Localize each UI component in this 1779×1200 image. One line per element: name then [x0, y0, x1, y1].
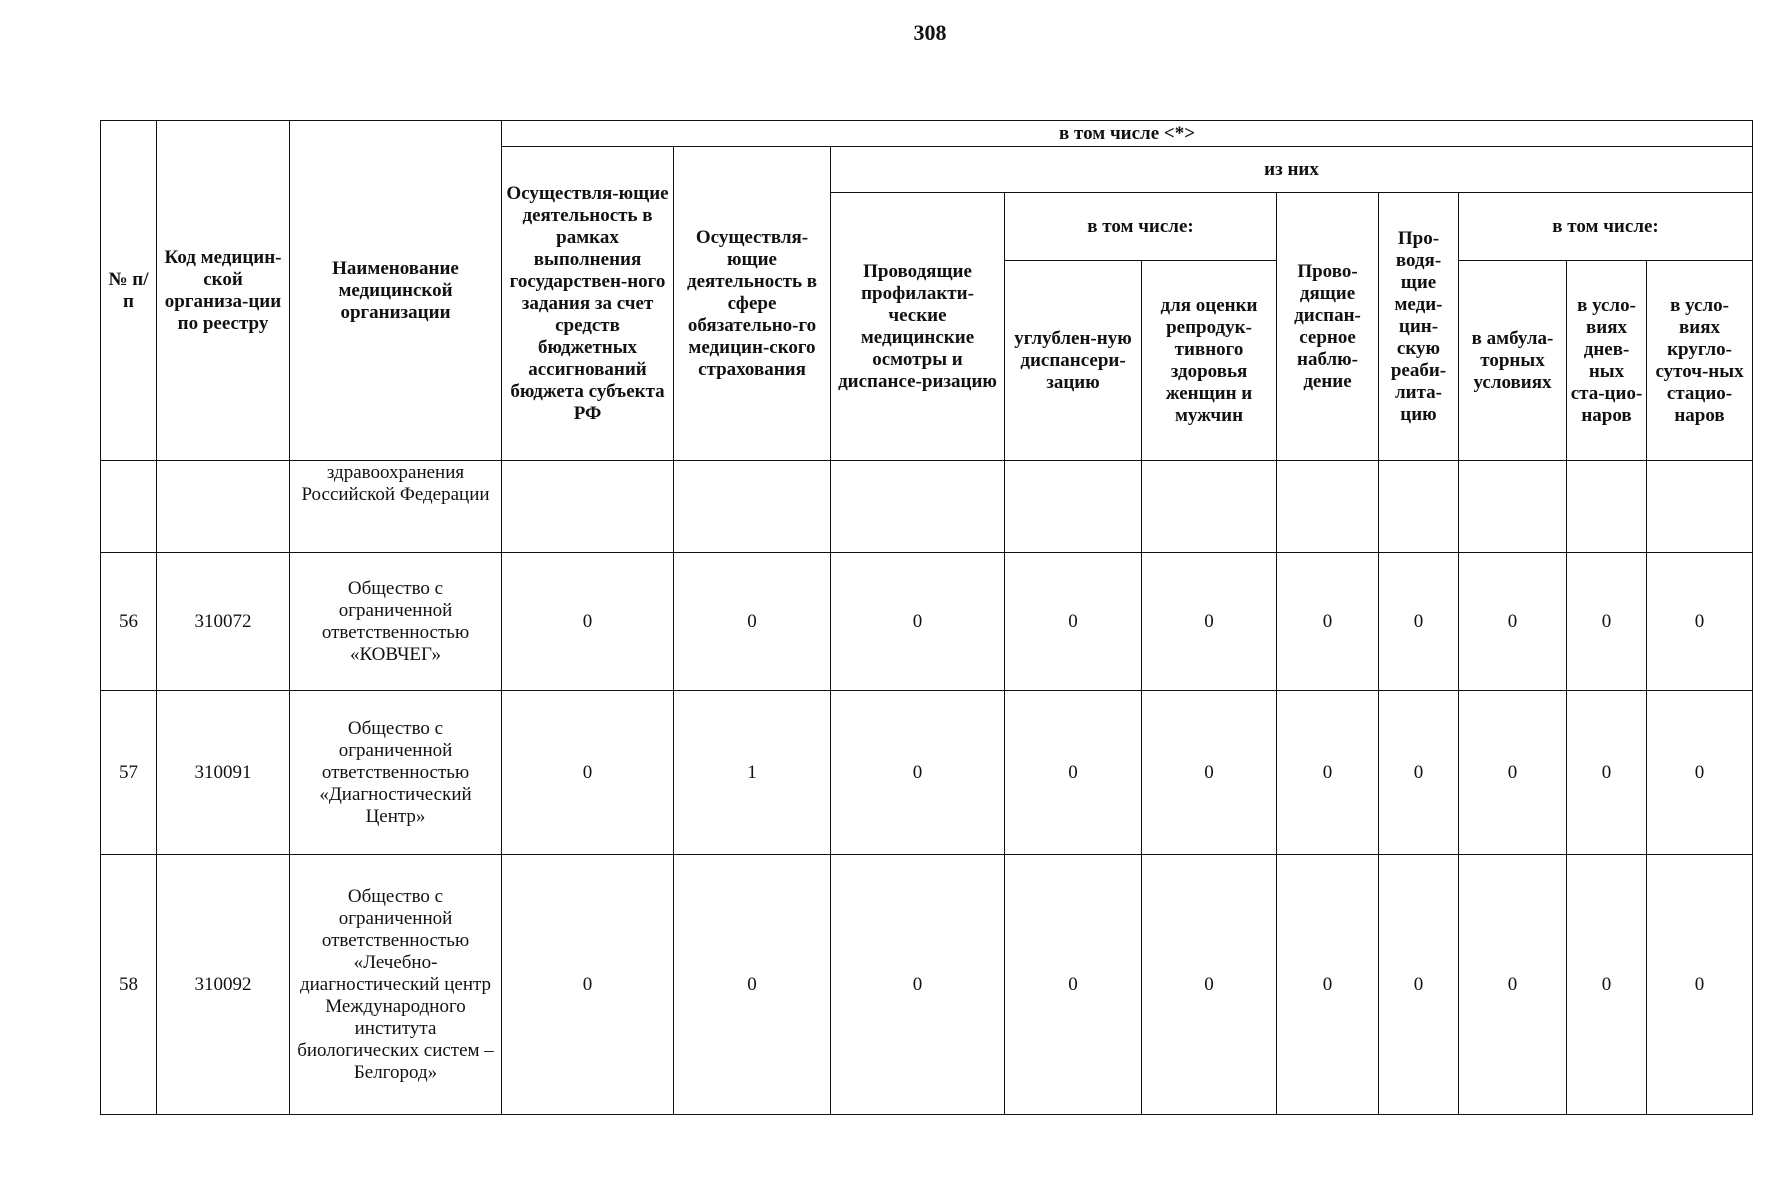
cell-rehab	[1379, 461, 1459, 553]
header-code: Код медицин-ской организа-ции по реестру	[157, 121, 290, 461]
cell-reproductive: 0	[1142, 855, 1277, 1115]
cell-ambulatory: 0	[1459, 691, 1567, 855]
cell-day-hospital: 0	[1567, 553, 1647, 691]
cell-deep: 0	[1005, 855, 1142, 1115]
row-code	[157, 461, 290, 553]
cell-oms	[674, 461, 831, 553]
cell-ambulatory: 0	[1459, 553, 1567, 691]
header-including-1: в том числе:	[1005, 193, 1277, 261]
cell-reproductive	[1142, 461, 1277, 553]
cell-state-task	[502, 461, 674, 553]
table-header	[101, 121, 1753, 461]
cell-deep	[1005, 461, 1142, 553]
header-including-2: в том числе:	[1459, 193, 1753, 261]
row-code: 310072	[157, 553, 290, 691]
row-code: 310092	[157, 855, 290, 1115]
header-rehab: Про-водя-щие меди-цин-скую реаби-лита-цию	[1379, 193, 1459, 461]
cell-oms: 0	[674, 553, 831, 691]
cell-dispensary: 0	[1277, 691, 1379, 855]
cell-dispensary	[1277, 461, 1379, 553]
row-num: 57	[101, 691, 157, 855]
header-including: в том числе <*>	[502, 121, 1753, 147]
cell-day-hospital: 0	[1567, 691, 1647, 855]
row-name: здравоохранения Российской Федерации	[290, 461, 502, 553]
header-ambulatory: в амбула-торных условиях	[1459, 261, 1567, 461]
row-num: 56	[101, 553, 157, 691]
cell-day-hospital: 0	[1567, 855, 1647, 1115]
cell-deep: 0	[1005, 553, 1142, 691]
header-deep: углублен-ную диспансери-зацию	[1005, 261, 1142, 461]
cell-rehab: 0	[1379, 553, 1459, 691]
header-oms: Осуществля-ющие деятельность в сфере обязательно-го медицин-ского страхования	[674, 147, 831, 461]
table-row	[101, 461, 1753, 553]
header-state-task: Осуществля-ющие деятельность в рамках выполнения государствен-ного задания за счет средств бюджетных ассигнований бюджета субъекта РФ	[502, 147, 674, 461]
cell-deep: 0	[1005, 691, 1142, 855]
header-round-clock: в усло-виях кругло-суточ-ных стацио-наров	[1647, 261, 1753, 461]
header-of-them: из них	[831, 147, 1753, 193]
row-name: Общество с ограниченной ответственностью «Диагностический Центр»	[290, 691, 502, 855]
cell-state-task: 0	[502, 691, 674, 855]
header-prophylactic: Проводящие профилакти-ческие медицинские осмотры и диспансе-ризацию	[831, 193, 1005, 461]
cell-prophylactic	[831, 461, 1005, 553]
header-num: № п/п	[101, 121, 157, 461]
row-num	[101, 461, 157, 553]
registry-table	[100, 120, 1753, 1115]
cell-ambulatory: 0	[1459, 855, 1567, 1115]
header-name: Наименование медицинской организации	[290, 121, 502, 461]
cell-dispensary: 0	[1277, 855, 1379, 1115]
cell-oms: 0	[674, 855, 831, 1115]
cell-prophylactic: 0	[831, 553, 1005, 691]
header-reproductive: для оценки репродук-тивного здоровья женщин и мужчин	[1142, 261, 1277, 461]
table-row	[101, 691, 1753, 855]
row-name: Общество с ограниченной ответственностью «КОВЧЕГ»	[290, 553, 502, 691]
table-row	[101, 855, 1753, 1115]
cell-rehab: 0	[1379, 855, 1459, 1115]
header-day-hospital: в усло-виях днев-ных ста-цио-наров	[1567, 261, 1647, 461]
cell-round-clock: 0	[1647, 553, 1753, 691]
cell-prophylactic: 0	[831, 855, 1005, 1115]
cell-ambulatory	[1459, 461, 1567, 553]
cell-oms: 1	[674, 691, 831, 855]
cell-round-clock	[1647, 461, 1753, 553]
header-dispensary: Прово-дящие диспан-серное наблю-дение	[1277, 193, 1379, 461]
cell-reproductive: 0	[1142, 691, 1277, 855]
cell-rehab: 0	[1379, 691, 1459, 855]
cell-state-task: 0	[502, 855, 674, 1115]
cell-round-clock: 0	[1647, 855, 1753, 1115]
cell-reproductive: 0	[1142, 553, 1277, 691]
cell-prophylactic: 0	[831, 691, 1005, 855]
page-number: 308	[913, 20, 947, 45]
table-row	[101, 553, 1753, 691]
cell-dispensary: 0	[1277, 553, 1379, 691]
row-code: 310091	[157, 691, 290, 855]
cell-day-hospital	[1567, 461, 1647, 553]
row-num: 58	[101, 855, 157, 1115]
cell-state-task: 0	[502, 553, 674, 691]
row-name: Общество с ограниченной ответственностью «Лечебно-диагностический центр Международного института биологических систем – Белгород»	[290, 855, 502, 1115]
cell-round-clock: 0	[1647, 691, 1753, 855]
